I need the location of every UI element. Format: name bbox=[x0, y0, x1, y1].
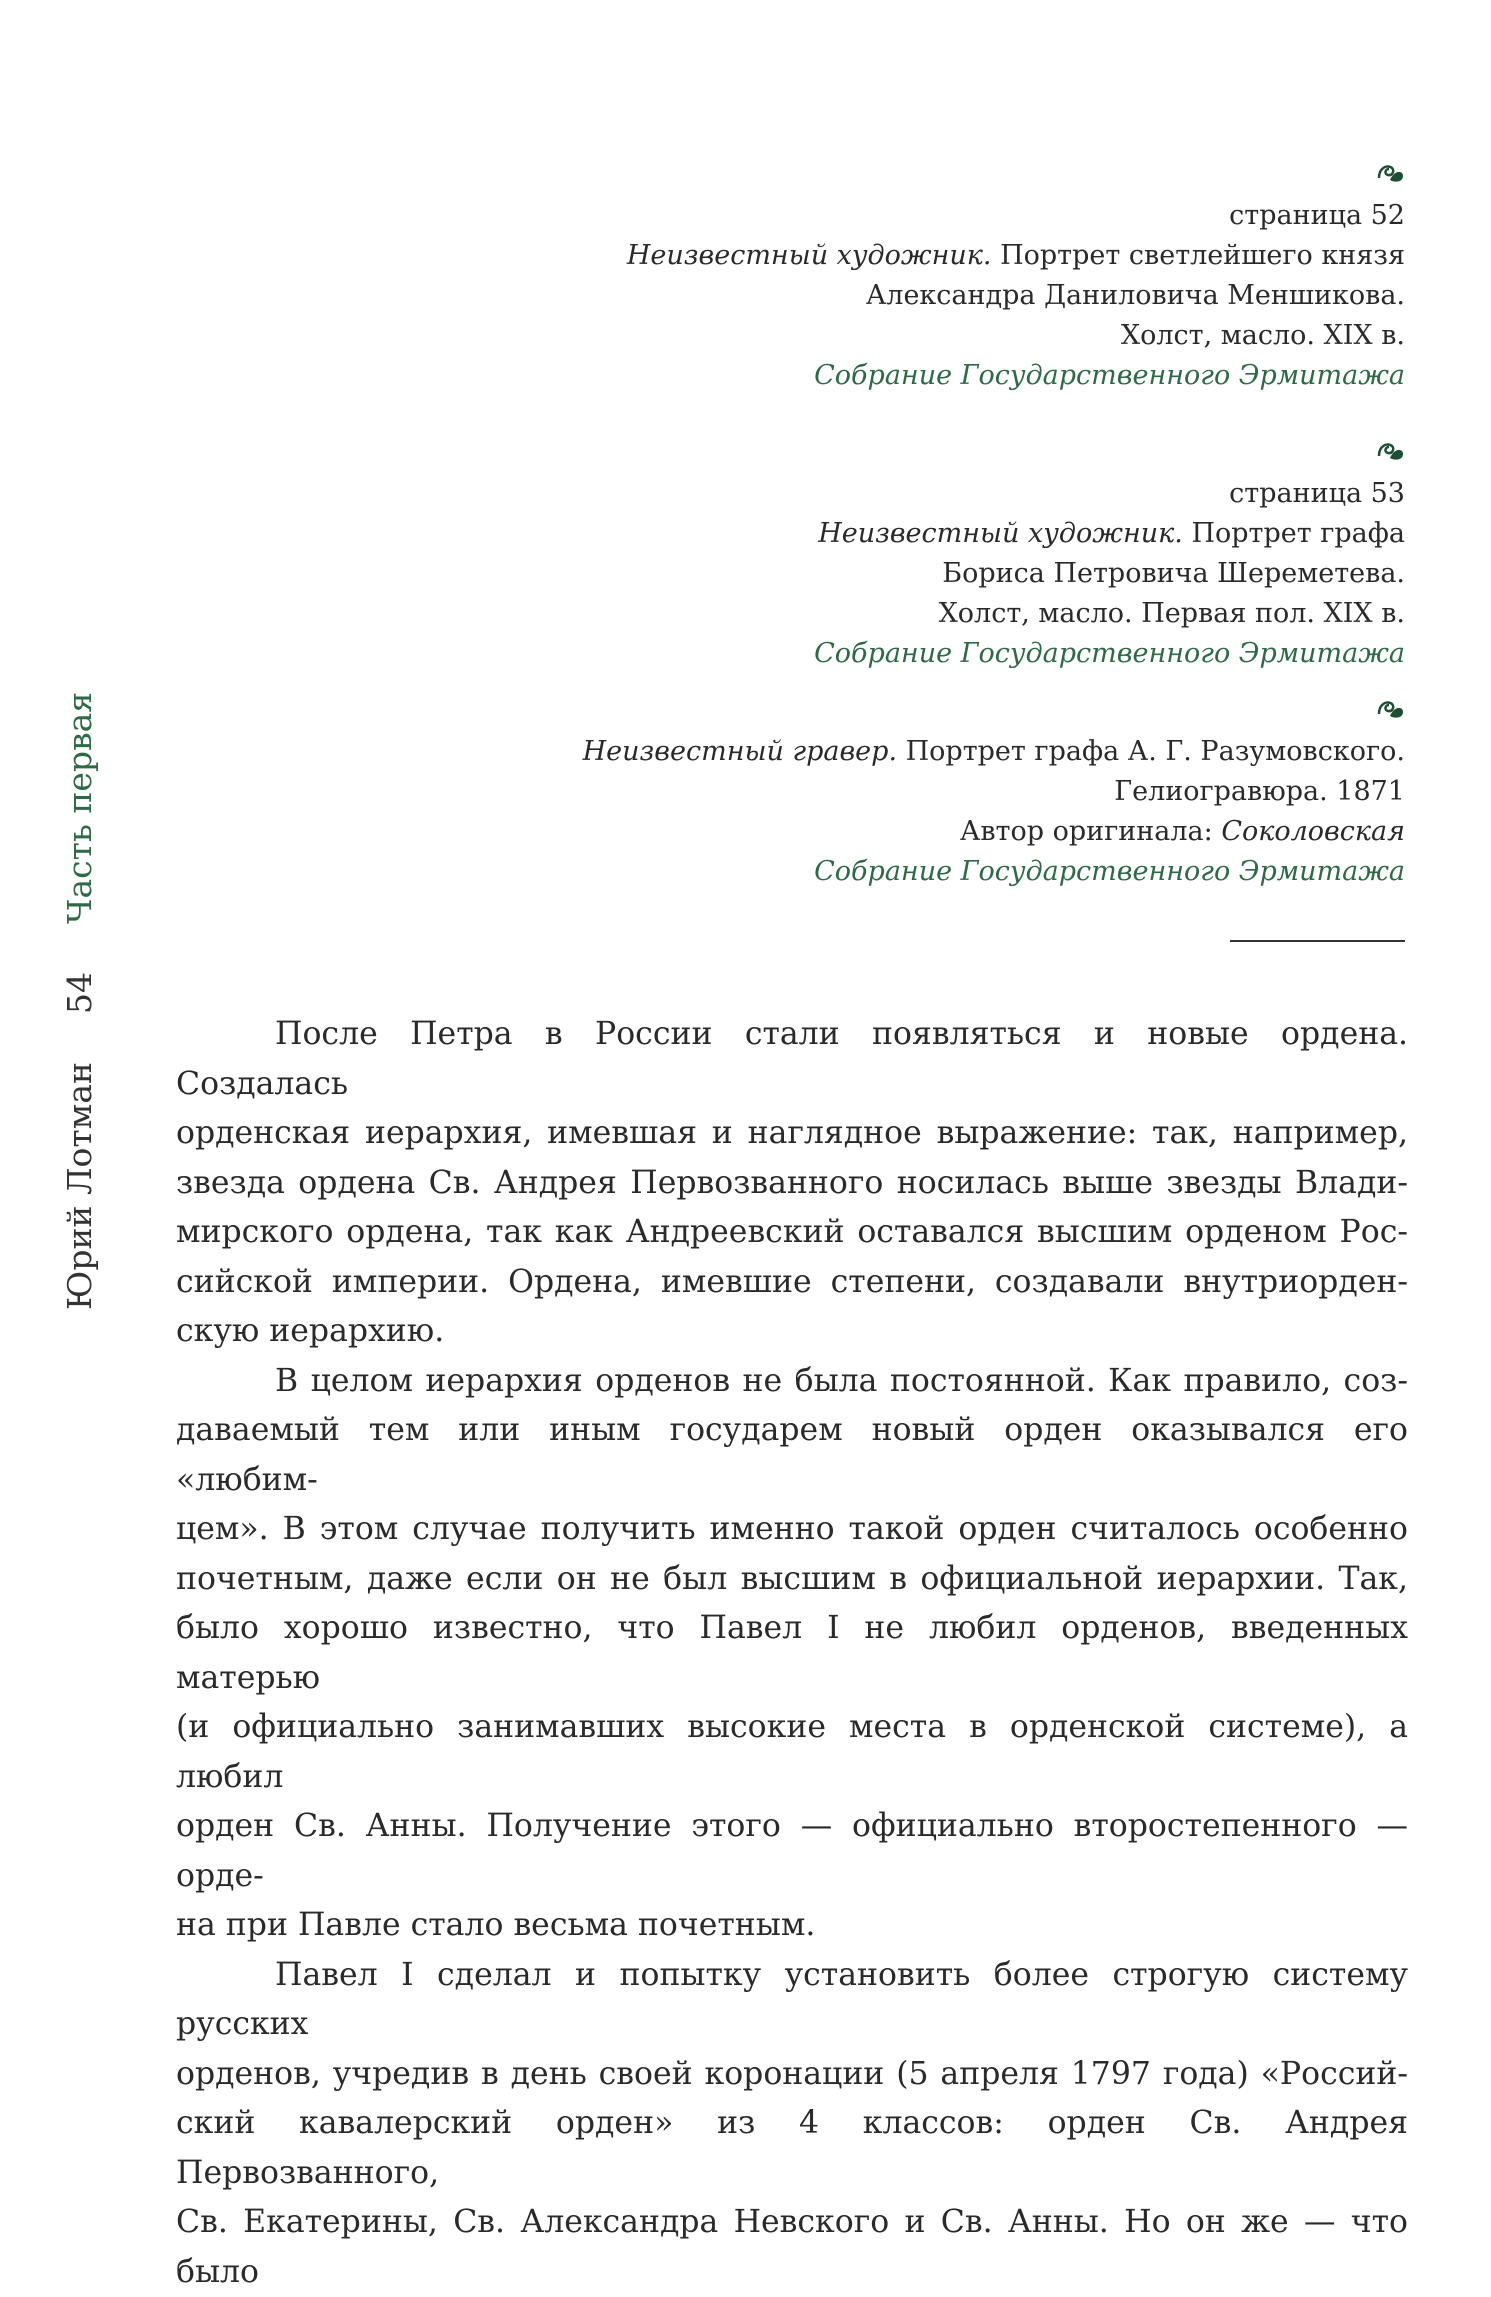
running-head-part: Часть первая bbox=[60, 692, 99, 924]
text-line: Павел I сделал и попытку установить более строгую систему русских bbox=[176, 1951, 1408, 2050]
paragraph bbox=[176, 1951, 1408, 2297]
caption-title: Портрет светлейшего князя bbox=[1000, 240, 1405, 271]
text-line: скую иерархию. bbox=[176, 1307, 1408, 1357]
caption-collection: Собрание Государственного Эрмитажа bbox=[400, 852, 1405, 892]
text-line: звезда ордена Св. Андрея Первозванного носилась выше звезды Влади- bbox=[176, 1159, 1408, 1209]
caption-title-cont: Бориса Петровича Шереметева. bbox=[400, 554, 1405, 594]
text-line: орден Св. Анны. Получение этого — официально второстепенного — орде- bbox=[176, 1802, 1408, 1901]
caption-block bbox=[400, 436, 1405, 674]
caption-collection: Собрание Государственного Эрмитажа bbox=[400, 634, 1405, 674]
text-line: почетным, даже если он не был высшим в официальной иерархии. Так, bbox=[176, 1555, 1408, 1605]
page-number: 54 bbox=[60, 972, 99, 1014]
text-line: было хорошо известно, что Павел I не любил орденов, введенных матерью bbox=[176, 1604, 1408, 1703]
text-line: на при Павле стало весьма почетным. bbox=[176, 1901, 1408, 1951]
running-head bbox=[60, 692, 99, 1310]
text-line: Св. Екатерины, Св. Александра Невского и Св. Анны. Но он же — что было bbox=[176, 2198, 1408, 2297]
text-line: После Петра в России стали появляться и новые ордена. Создалась bbox=[176, 1010, 1408, 1109]
fleuron-icon bbox=[400, 158, 1405, 192]
caption-page-ref: страница 53 bbox=[400, 474, 1405, 514]
text-line: даваемый тем или иным государем новый орден оказывался его «любим- bbox=[176, 1406, 1408, 1505]
caption-medium: Холст, масло. Первая пол. XIX в. bbox=[400, 594, 1405, 634]
caption-title: Портрет графа А. Г. Разумовского. bbox=[906, 736, 1405, 767]
fleuron-icon bbox=[400, 436, 1405, 470]
text-line: (и официально занимавших высокие места в орденской системе), а любил bbox=[176, 1703, 1408, 1802]
caption-medium: Холст, масло. XIX в. bbox=[400, 316, 1405, 356]
caption-artist: Неизвестный художник. bbox=[627, 240, 992, 271]
caption-title: Портрет графа bbox=[1191, 518, 1405, 549]
fleuron-icon bbox=[400, 694, 1405, 728]
caption-block bbox=[400, 694, 1405, 892]
running-head-author: Юрий Лотман bbox=[60, 1062, 99, 1310]
caption-medium: Гелиогравюра. 1871 bbox=[400, 772, 1405, 812]
caption-original-label: Автор оригинала: bbox=[960, 816, 1213, 847]
separator-rule bbox=[1230, 940, 1405, 942]
caption-original-author: Соколовская bbox=[1221, 816, 1405, 847]
caption-collection: Собрание Государственного Эрмитажа bbox=[400, 356, 1405, 396]
text-line: цем». В этом случае получить именно такой орден считалось особенно bbox=[176, 1505, 1408, 1555]
caption-artist: Неизвестный художник. bbox=[818, 518, 1183, 549]
caption-artist: Неизвестный гравер. bbox=[583, 736, 897, 767]
caption-title-cont: Александра Даниловича Меншикова. bbox=[400, 276, 1405, 316]
text-line: орденов, учредив в день своей коронации (5 апреля 1797 года) «Россий- bbox=[176, 2050, 1408, 2100]
paragraph bbox=[176, 1010, 1408, 1357]
caption-block bbox=[400, 158, 1405, 396]
paragraph bbox=[176, 1357, 1408, 1951]
body-text bbox=[176, 1010, 1408, 2297]
text-line: мирского ордена, так как Андреевский оставался высшим орденом Рос- bbox=[176, 1208, 1408, 1258]
text-line: сийской империи. Ордена, имевшие степени, создавали внутриорден- bbox=[176, 1258, 1408, 1308]
caption-page-ref: страница 52 bbox=[400, 196, 1405, 236]
text-line: орденская иерархия, имевшая и наглядное выражение: так, например, bbox=[176, 1109, 1408, 1159]
text-line: В целом иерархия орденов не была постоянной. Как правило, соз- bbox=[176, 1357, 1408, 1407]
text-line: ский кавалерский орден» из 4 классов: орден Св. Андрея Первозванного, bbox=[176, 2099, 1408, 2198]
